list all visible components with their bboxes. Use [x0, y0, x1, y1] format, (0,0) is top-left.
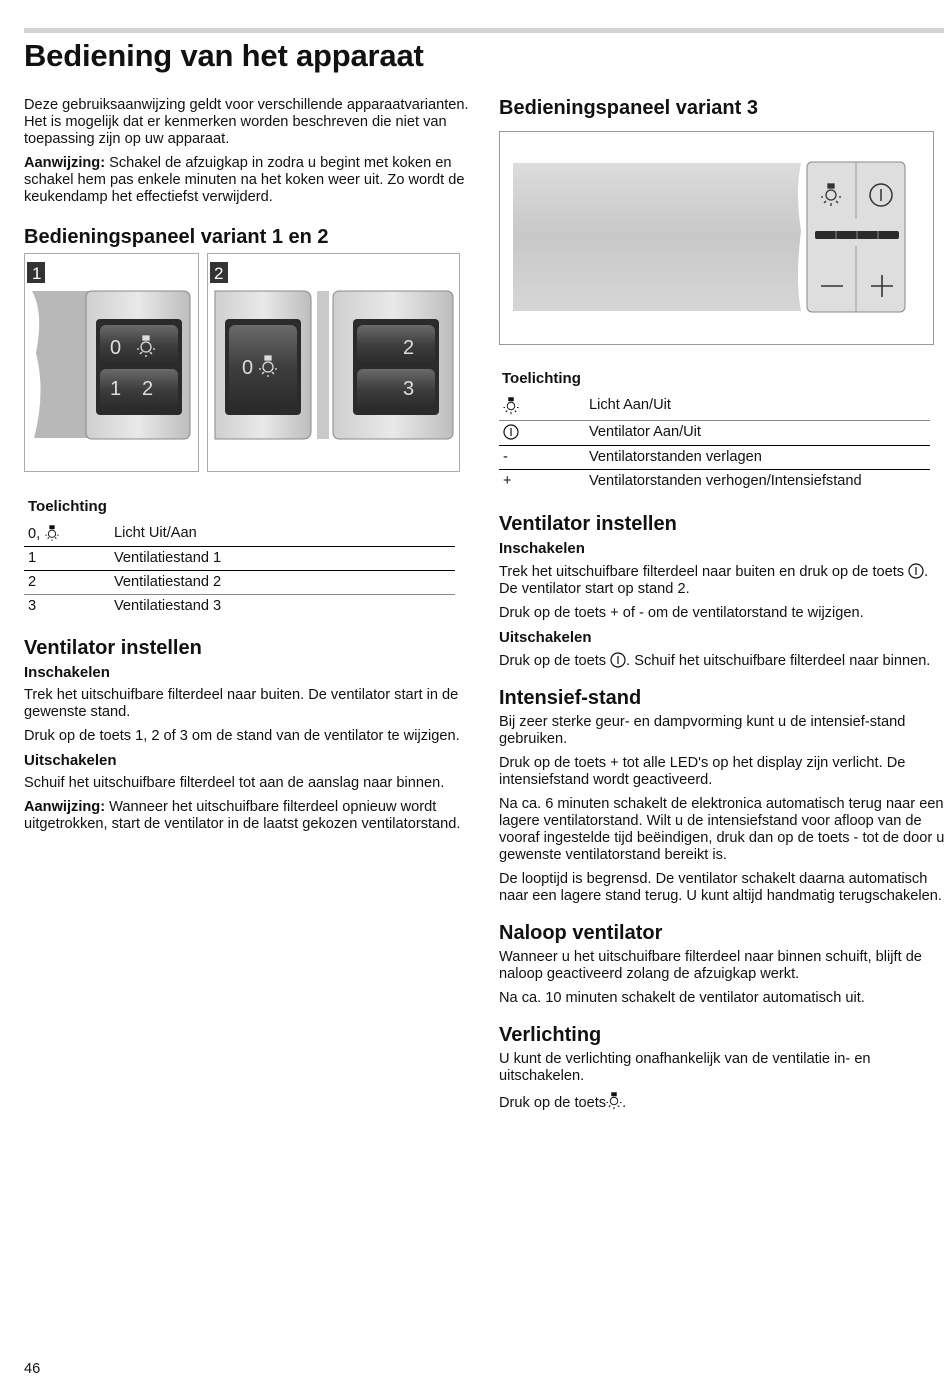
panel-heading-3: Bedieningspaneel variant 3 [499, 97, 758, 119]
light-icon [503, 397, 519, 415]
button-label-0-a: 0 [110, 337, 122, 359]
light-icon [606, 1092, 622, 1110]
button-label-1: 1 [110, 378, 122, 400]
legend-table [499, 394, 930, 493]
button-label-2-b: 2 [403, 337, 415, 359]
on-paragraph-2: Druk op de toets 1, 2 of 3 om de stand van de ventilator te wijzigen. [24, 728, 460, 744]
lighting-paragraph-2b: . [622, 1095, 627, 1111]
on-heading: Inschakelen [24, 664, 110, 681]
button-label-0-b: 0 [242, 357, 254, 379]
legend-key [499, 421, 585, 446]
off-heading: Uitschakelen [499, 629, 592, 646]
intro-paragraph: Deze gebruiksaanwijzing geldt voor verschillende apparaatvarianten. Het is mogelijk dat er kenmerken worden beschreven die niet van toepassing zijn op uw apparaat. [24, 97, 469, 147]
legend-key [499, 394, 585, 421]
on-paragraph-1: Trek het uitschuifbare filterdeel naar buiten. De ventilator start in de gewenste stand. [24, 687, 459, 720]
on-paragraph-1b: . De ventilator start op stand 2. [499, 564, 929, 597]
off-paragraph-a: Druk op de toets [499, 653, 611, 669]
fan-heading: Ventilator instellen [24, 637, 202, 659]
intensive-paragraph-2: Druk op de toets + tot alle LED's op het display zijn verlicht. De intensiefstand wordt geactiveerd. [499, 755, 906, 788]
off-paragraph: Schuif het uitschuifbare filterdeel tot aan de aanslag naar binnen. [24, 775, 445, 791]
left-legend [24, 498, 455, 618]
on-heading: Inschakelen [499, 540, 585, 557]
on-paragraph-2: Druk op de toets + of - om de ventilatorstand te wijzigen. [499, 605, 864, 621]
legend-key: - [499, 446, 585, 470]
legend-value: Licht Aan/Uit [585, 394, 930, 421]
intensive-paragraph-3: Na ca. 6 minuten schakelt de elektronica automatisch terug naar een lagere ventilatorstand. Wilt u de intensiefstand voor afloop van de vooraf ingestelde tijd beëindigen, druk dan op de toets - tot de door u gewenste ventilatorstand bereikt is. [499, 796, 945, 863]
off-paragraph-b: . Schuif het uitschuifbare filterdeel naar binnen. [626, 653, 931, 669]
afterrun-paragraph-1: Wanneer u het uitschuifbare filterdeel naar binnen schuift, blijft de naloop geactiveerd zolang de afzuigkap werkt. [499, 949, 922, 982]
intensive-heading: Intensief-stand [499, 687, 642, 709]
afterrun-heading: Naloop ventilator [499, 922, 663, 944]
legend-row [499, 421, 930, 446]
legend-row [24, 595, 455, 619]
note-text: Schakel de afzuigkap in zodra u begint met koken en schakel hem pas enkele minuten na het koken weer uit. Zo wordt de keukendamp het effectiefst verwijderd. [24, 155, 465, 205]
on-paragraph-1 [499, 563, 945, 598]
legend-key: 2 [24, 571, 110, 595]
lighting-paragraph-2a: Druk op de toets [499, 1095, 607, 1111]
legend-value: Ventilatiestand 2 [110, 571, 455, 595]
power-icon [610, 652, 626, 668]
legend-value: Ventilatorstanden verlagen [585, 446, 930, 470]
panel-variant-2 [208, 254, 460, 472]
legend-row [499, 394, 930, 421]
legend-key: 1 [24, 547, 110, 571]
on-paragraph-1a: Trek het uitschuifbare filterdeel naar buiten en druk op de toets [499, 564, 909, 580]
page-title: Bediening van het apparaat [24, 38, 424, 73]
legend-row [499, 446, 930, 470]
legend-key: 3 [28, 598, 37, 614]
right-text-block [499, 512, 945, 1119]
note2-text: Wanneer het uitschuifbare filterdeel opnieuw wordt uitgetrokken, start de ventilator in de laatst gekozen ventilatorstand. [24, 799, 461, 832]
intensive-paragraph-1: Bij zeer sterke geur- en dampvorming kunt u de intensief-stand gebruiken. [499, 714, 906, 747]
fan-heading: Ventilator instellen [499, 513, 677, 535]
power-icon [503, 424, 519, 440]
legend-value: Ventilator Aan/Uit [585, 421, 930, 446]
legend-value: Ventilatiestand 3 [114, 598, 222, 614]
panel-variant-3-figure [499, 131, 934, 345]
legend-row [24, 547, 455, 571]
panel-variant-1 [25, 254, 199, 472]
page-number: 46 [24, 1361, 41, 1377]
light-icon [44, 525, 60, 541]
button-label-3: 3 [403, 378, 415, 400]
panel-variant-1-2-figure [24, 253, 460, 472]
legend-row [24, 522, 455, 547]
figure-label-1: 1 [32, 264, 42, 283]
legend-row [24, 571, 455, 595]
note-label: Aanwijzing: [24, 155, 106, 171]
legend-key-text: 0, [28, 526, 41, 542]
lighting-paragraph-1: U kunt de verlichting onafhankelijk van de ventilatie in- en uitschakelen. [499, 1051, 871, 1084]
off-paragraph [499, 652, 945, 670]
top-rule [24, 28, 944, 33]
legend-table [24, 522, 455, 618]
afterrun-paragraph-2: Na ca. 10 minuten schakelt de ventilator automatisch uit. [499, 990, 865, 1006]
legend-key [24, 522, 110, 547]
left-intro-block [24, 97, 470, 213]
note-paragraph [24, 155, 470, 206]
note2-paragraph [24, 799, 470, 833]
power-icon [908, 563, 924, 579]
off-heading: Uitschakelen [24, 752, 117, 769]
right-legend [499, 370, 930, 493]
left-fan-section [24, 636, 470, 840]
legend-title: Toelichting [28, 498, 107, 515]
panel-heading-1-2: Bedieningspaneel variant 1 en 2 [24, 226, 329, 248]
legend-value: Ventilatiestand 1 [110, 547, 455, 571]
note2-label: Aanwijzing: [24, 799, 106, 815]
lighting-paragraph-2 [499, 1092, 945, 1112]
figure-label-2: 2 [214, 264, 224, 283]
intensive-paragraph-4: De looptijd is begrensd. De ventilator schakelt daarna automatisch naar een lagere stand terug. U kunt altijd handmatig terugschakelen. [499, 871, 942, 904]
legend-row [499, 470, 930, 494]
button-label-2-a: 2 [142, 378, 154, 400]
legend-value: Ventilatorstanden verhogen/Intensiefstand [589, 473, 862, 489]
legend-key: + [503, 473, 512, 489]
lighting-heading: Verlichting [499, 1024, 602, 1046]
legend-title: Toelichting [502, 370, 581, 387]
legend-value: Licht Uit/Aan [110, 522, 455, 547]
